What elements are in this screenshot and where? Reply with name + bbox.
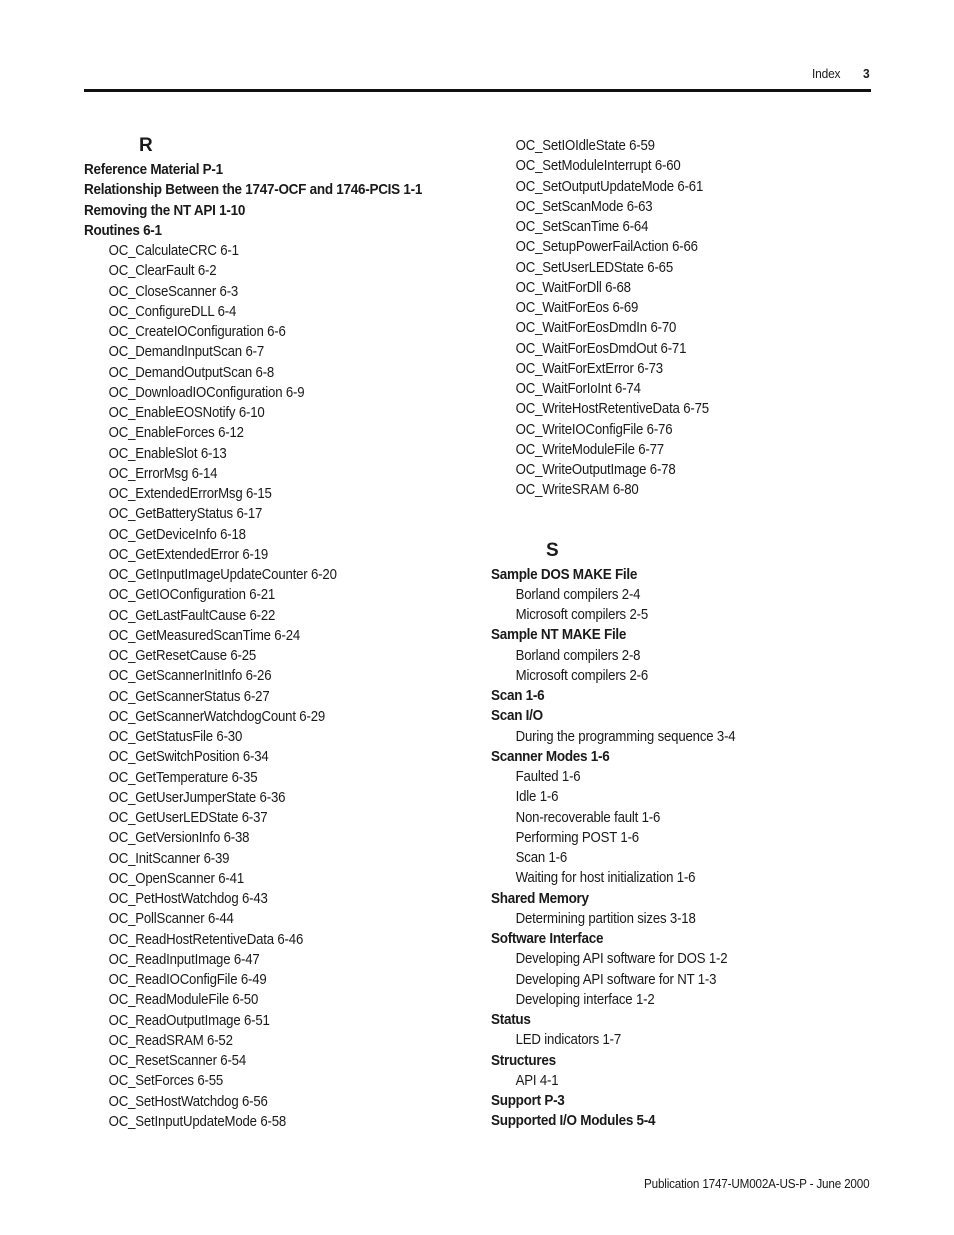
index-subentry: OC_GetScannerWatchdogCount 6-29: [108, 707, 326, 725]
index-subentry: OC_GetResetCause 6-25: [108, 647, 257, 664]
index-subentry: OC_PollScanner 6-44: [108, 910, 234, 928]
index-subentry: OC_WaitForEosDmdOut 6-71: [515, 339, 687, 357]
index-subentry: OC_WaitForExtError 6-73: [515, 359, 663, 377]
index-column-left: [84, 136, 484, 1132]
index-subentry: OC_ReadSRAM 6-52: [108, 1031, 233, 1049]
index-entry: Routines 6-1: [84, 221, 162, 239]
index-entry: Sample NT MAKE File: [491, 626, 627, 644]
index-subentry: Microsoft compilers 2-5: [515, 606, 649, 623]
index-subentry: Non-recoverable fault 1-6: [515, 808, 661, 826]
index-subentry: OC_WriteOutputImage 6-78: [515, 461, 676, 478]
index-subentry: OC_PetHostWatchdog 6-43: [108, 890, 268, 907]
index-column-right: [491, 136, 891, 1132]
page-number: 3: [863, 66, 870, 81]
index-subentry: OC_DemandOutputScan 6-8: [108, 363, 275, 381]
index-subentry: OC_WaitForEos 6-69: [515, 299, 639, 316]
index-subentry: OC_EnableSlot 6-13: [108, 444, 227, 462]
index-subentry: OC_SetForces 6-55: [108, 1072, 224, 1090]
index-subentry: OC_CloseScanner 6-3: [108, 282, 239, 300]
index-entry: Removing the NT API 1-10: [84, 201, 246, 219]
index-entry: Structures: [491, 1051, 556, 1069]
index-entry: Status: [491, 1011, 531, 1028]
index-subentry: Faulted 1-6: [515, 768, 581, 785]
index-subentry: API 4-1: [515, 1071, 559, 1089]
index-entry: Support P-3: [491, 1092, 565, 1109]
index-subentry: OC_OpenScanner 6-41: [108, 869, 244, 887]
index-subentry: OC_GetUserJumperState 6-36: [108, 788, 286, 806]
index-subentry: OC_GetScannerInitInfo 6-26: [108, 667, 272, 685]
index-entry: Software Interface: [491, 930, 604, 947]
index-subentry: OC_GetMeasuredScanTime 6-24: [108, 626, 301, 644]
index-subentry: OC_GetInputImageUpdateCounter 6-20: [108, 566, 337, 583]
index-subentry: OC_ReadInputImage 6-47: [108, 950, 260, 968]
index-subentry: OC_WriteHostRetentiveData 6-75: [515, 400, 709, 418]
index-subentry: OC_ReadIOConfigFile 6-49: [108, 971, 267, 988]
index-subentry: Microsoft compilers 2-6: [515, 666, 649, 684]
index-entry: Scan 1-6: [491, 687, 545, 704]
index-entry: Reference Material P-1: [84, 161, 223, 178]
index-entry: Supported I/O Modules 5-4: [491, 1112, 656, 1130]
index-subentry: OC_GetUserLEDState 6-37: [108, 809, 268, 826]
index-subentry: OC_SetHostWatchdog 6-56: [108, 1092, 268, 1110]
index-subentry: OC_SetScanTime 6-64: [515, 218, 649, 235]
index-subentry: OC_CreateIOConfiguration 6-6: [108, 323, 286, 340]
index-subentry: OC_GetTemperature 6-35: [108, 768, 258, 786]
index-subentry: OC_WaitForIoInt 6-74: [515, 380, 641, 397]
index-subentry: OC_WriteIOConfigFile 6-76: [515, 420, 673, 438]
index-subentry: OC_InitScanner 6-39: [108, 849, 230, 867]
index-subentry: OC_SetUserLEDState 6-65: [515, 258, 674, 276]
index-entry: Scan I/O: [491, 707, 543, 725]
index-subentry: During the programming sequence 3-4: [515, 727, 736, 745]
index-subentry: OC_DownloadIOConfiguration 6-9: [108, 383, 305, 401]
index-subentry: OC_GetSwitchPosition 6-34: [108, 748, 269, 766]
index-letter-heading: S: [546, 539, 559, 561]
index-subentry: Performing POST 1-6: [515, 828, 639, 846]
index-entry: Relationship Between the 1747-OCF and 1746-PCIS 1-1: [84, 181, 423, 199]
index-subentry: OC_DemandInputScan 6-7: [108, 343, 265, 361]
index-subentry: OC_GetLastFaultCause 6-22: [108, 606, 276, 624]
index-subentry: Scan 1-6: [515, 849, 568, 866]
index-entry: Shared Memory: [491, 889, 589, 907]
index-subentry: OC_GetDeviceInfo 6-18: [108, 525, 246, 543]
index-subentry: Developing API software for DOS 1-2: [515, 950, 728, 968]
index-entry: Sample DOS MAKE File: [491, 565, 638, 583]
index-subentry: OC_ResetScanner 6-54: [108, 1052, 247, 1069]
index-letter-heading: R: [139, 135, 153, 156]
index-subentry: OC_GetScannerStatus 6-27: [108, 687, 270, 705]
index-subentry: OC_ReadHostRetentiveData 6-46: [108, 930, 304, 948]
index-subentry: OC_WaitForEosDmdIn 6-70: [515, 319, 677, 337]
index-subentry: OC_SetupPowerFailAction 6-66: [515, 238, 698, 256]
index-subentry: OC_ConfigureDLL 6-4: [108, 302, 237, 320]
index-subentry: OC_GetVersionInfo 6-38: [108, 829, 250, 847]
index-subentry: OC_GetBatteryStatus 6-17: [108, 505, 263, 523]
index-subentry: OC_SetOutputUpdateMode 6-61: [515, 177, 704, 195]
index-subentry: OC_WaitForDll 6-68: [515, 278, 631, 296]
index-subentry: Borland compilers 2-4: [515, 585, 641, 603]
index-subentry: OC_SetScanMode 6-63: [515, 197, 653, 215]
index-subentry: OC_ClearFault 6-2: [108, 262, 217, 280]
index-subentry: Idle 1-6: [515, 788, 559, 806]
index-subentry: OC_EnableForces 6-12: [108, 424, 244, 442]
index-subentry: OC_WriteSRAM 6-80: [515, 481, 639, 499]
section-gap: [491, 501, 891, 541]
index-entry: Scanner Modes 1-6: [491, 747, 610, 765]
header-rule: [84, 89, 871, 92]
index-subentry: OC_GetExtendedError 6-19: [108, 545, 269, 563]
index-subentry: OC_WriteModuleFile 6-77: [515, 440, 664, 458]
index-subentry: OC_ExtendedErrorMsg 6-15: [108, 485, 272, 502]
index-subentry: OC_GetStatusFile 6-30: [108, 728, 243, 745]
index-subentry: OC_EnableEOSNotify 6-10: [108, 404, 265, 421]
index-subentry: Waiting for host initialization 1-6: [515, 869, 696, 887]
publication-footer: Publication 1747-UM002A-US-P - June 2000: [644, 1176, 870, 1191]
index-subentry: OC_ReadOutputImage 6-51: [108, 1011, 270, 1029]
running-header-section: Index: [812, 66, 841, 81]
index-subentry: OC_ErrorMsg 6-14: [108, 464, 218, 482]
index-subentry: OC_GetIOConfiguration 6-21: [108, 586, 276, 604]
index-subentry: Borland compilers 2-8: [515, 646, 641, 664]
index-subentry: LED indicators 1-7: [515, 1031, 622, 1049]
index-subentry: Developing API software for NT 1-3: [515, 970, 717, 988]
index-subentry: OC_SetInputUpdateMode 6-58: [108, 1112, 287, 1130]
index-subentry: OC_ReadModuleFile 6-50: [108, 991, 259, 1009]
index-subentry: OC_CalculateCRC 6-1: [108, 242, 239, 259]
index-subentry: OC_SetIOIdleState 6-59: [515, 137, 655, 154]
index-subentry: Determining partition sizes 3-18: [515, 909, 696, 927]
index-subentry: Developing interface 1-2: [515, 990, 655, 1008]
index-subentry: OC_SetModuleInterrupt 6-60: [515, 157, 681, 175]
